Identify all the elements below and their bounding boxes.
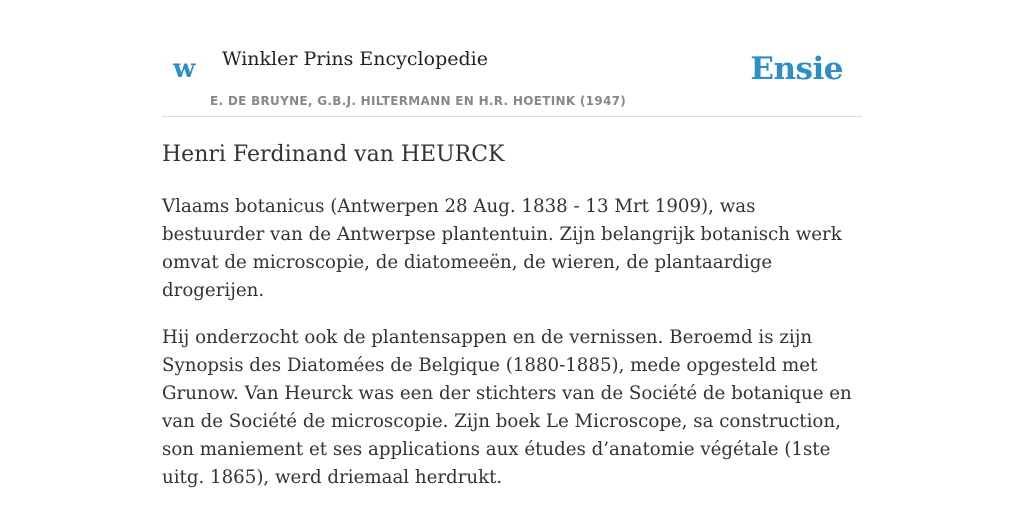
- article-body: [162, 193, 862, 511]
- article-paragraph: Hij onderzocht ook de plantensappen en de vernissen. Beroemd is zijn Synopsis des Diatomées de Belgique (1880-1885), mede opgesteld met Grunow. Van Heurck was een der stichters van de Société de botanique en van de Société de microscopie. Zijn boek Le Microscope, sa construction, son maniement et ses applications aux études d’anatomie végétale (1ste uitg. 1865), werd driemaal herdrukt.: [162, 327, 852, 488]
- winkler-prins-logo-icon[interactable]: w: [173, 54, 196, 84]
- article-card: [162, 0, 862, 488]
- ensie-logo[interactable]: Ensie: [750, 51, 843, 87]
- source-authors: E. DE BRUYNE, G.B.J. HILTERMANN EN H.R. HOETINK (1947): [210, 94, 627, 108]
- source-header: [162, 0, 862, 117]
- article-title: Henri Ferdinand van HEURCK: [162, 142, 505, 167]
- article-paragraph: Vlaams botanicus (Antwerpen 28 Aug. 1838 - 13 Mrt 1909), was bestuurder van de Antwerpse plantentuin. Zijn belangrijk botanisch werk omvat de microscopie, de diatomeeën, de wieren, de plantaardige drogerijen.: [162, 196, 842, 301]
- source-title[interactable]: Winkler Prins Encyclopedie: [222, 48, 488, 70]
